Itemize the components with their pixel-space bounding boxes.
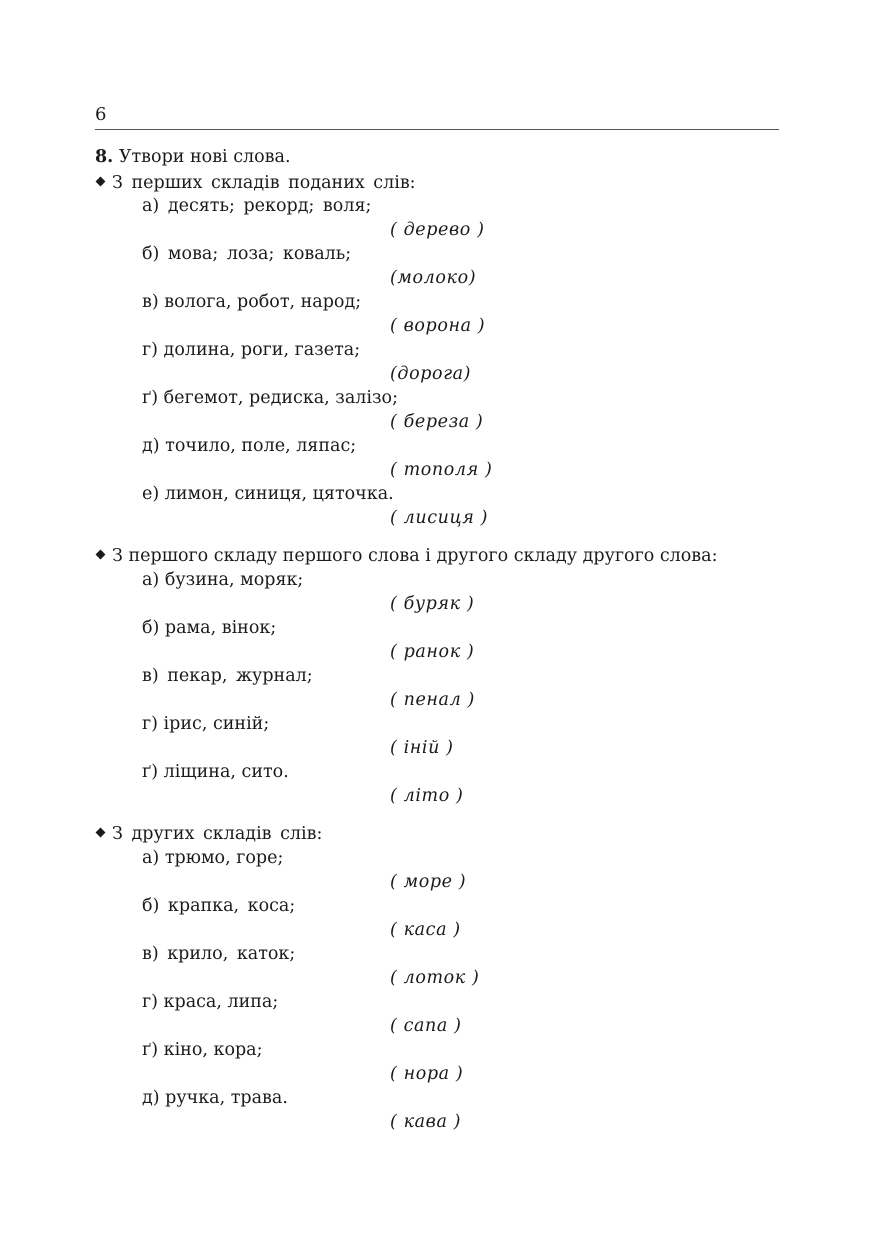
answer-item: ( море ): [390, 872, 467, 892]
diamond-bullet-icon: [96, 550, 106, 560]
answer-item: (молоко): [390, 268, 477, 288]
answer-item: ( сапа ): [390, 1016, 462, 1036]
task-item: г) долина, роги, газета;: [142, 340, 361, 360]
task-item: д) точило, поле, ляпас;: [142, 436, 357, 456]
task-item: б) рама, вінок;: [142, 618, 277, 638]
section-heading: З першого складу першого слова і другого складу другого слова:: [95, 545, 718, 567]
task-item: в) волога, робот, народ;: [142, 292, 362, 312]
task-item: д) ручка, трава.: [142, 1088, 288, 1108]
answer-item: ( лисиця ): [390, 508, 489, 528]
diamond-bullet-icon: [96, 177, 106, 187]
task-item: а) десять; рекорд; воля;: [142, 196, 372, 216]
exercise-number: 8.: [95, 147, 114, 167]
exercise-title: [95, 146, 291, 168]
task-item: б) мова; лоза; коваль;: [142, 244, 352, 264]
task-item: в) пекар, журнал;: [142, 666, 313, 686]
section-heading: З перших складів поданих слів:: [95, 172, 416, 194]
task-item: а) трюмо, горе;: [142, 848, 284, 868]
answer-item: ( береза ): [390, 412, 484, 432]
task-item: ґ) бегемот, редиска, залізо;: [142, 388, 398, 408]
answer-item: ( пенал ): [390, 690, 475, 710]
answer-item: ( іній ): [390, 738, 454, 758]
answer-item: ( буряк ): [390, 594, 475, 614]
task-item: г) краса, липа;: [142, 992, 279, 1012]
answer-item: ( кава ): [390, 1112, 462, 1132]
answer-item: ( ранок ): [390, 642, 475, 662]
answer-item: ( тополя ): [390, 460, 493, 480]
page-number: 6: [95, 104, 107, 125]
task-item: б) крапка, коса;: [142, 896, 296, 916]
task-item: ґ) ліщина, сито.: [142, 762, 289, 782]
diamond-bullet-icon: [96, 828, 106, 838]
answer-item: ( ворона ): [390, 316, 486, 336]
answer-item: ( каса ): [390, 920, 461, 940]
task-item: ґ) кіно, кора;: [142, 1040, 263, 1060]
task-item: в) крило, каток;: [142, 944, 296, 964]
answer-item: ( лоток ): [390, 968, 480, 988]
answer-item: (дорога): [390, 364, 472, 384]
header-rule: [95, 129, 779, 130]
task-item: а) бузина, моряк;: [142, 570, 304, 590]
answer-item: ( дерево ): [390, 220, 485, 240]
answer-item: ( літо ): [390, 786, 464, 806]
section-heading: З других складів слів:: [95, 823, 322, 845]
exercise-title-text: Утвори нові слова.: [118, 147, 291, 167]
answer-item: ( нора ): [390, 1064, 464, 1084]
task-item: г) ірис, синій;: [142, 714, 270, 734]
task-item: е) лимон, синиця, цяточка.: [142, 484, 394, 504]
